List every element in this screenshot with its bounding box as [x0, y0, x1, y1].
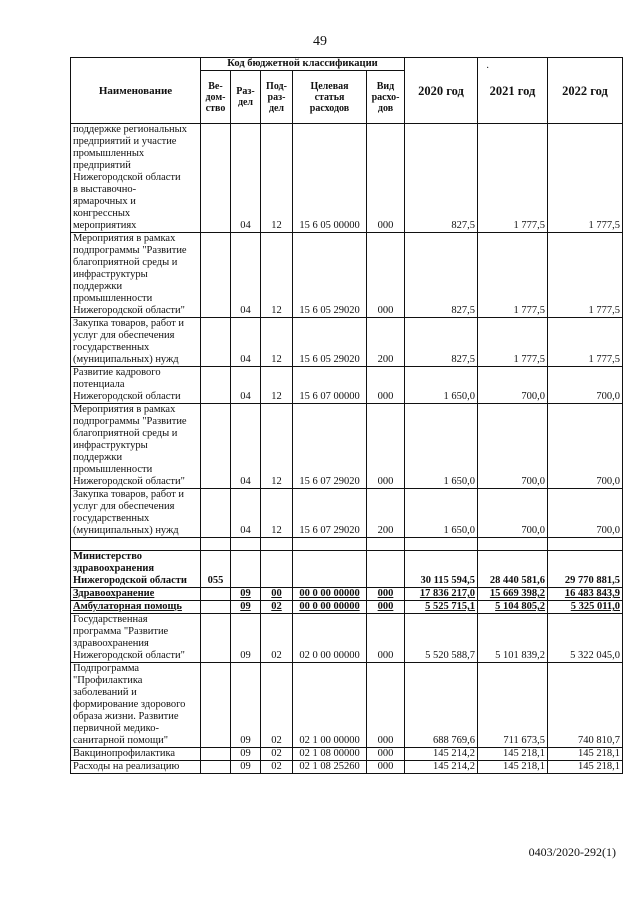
cell-prz: 12: [261, 489, 293, 538]
cell-y2021: 28 440 581,6: [478, 551, 548, 588]
cell-name: Мероприятия в рамках подпрограммы "Развитие благоприятной среды и инфраструктуры поддержки промышленности Нижегородской области": [71, 404, 201, 489]
cell-y2022: 5 322 045,0: [548, 614, 623, 663]
cell-vr: [367, 538, 405, 551]
cell-vr: 000: [367, 124, 405, 233]
table-row: [71, 318, 623, 367]
table-body: [71, 124, 623, 774]
cell-csr: 15 6 05 29020: [293, 318, 367, 367]
document-code: 0403/2020-292(1): [528, 845, 616, 859]
cell-prz: 12: [261, 124, 293, 233]
cell-csr: 15 6 05 29020: [293, 233, 367, 318]
table-row: [71, 404, 623, 489]
table-row: [71, 538, 623, 551]
cell-ved: [201, 614, 231, 663]
cell-vr: 200: [367, 489, 405, 538]
table-row: [71, 614, 623, 663]
cell-ved: [201, 233, 231, 318]
cell-y2021: 145 218,1: [478, 761, 548, 774]
cell-prz: 02: [261, 614, 293, 663]
cell-vr: 000: [367, 367, 405, 404]
cell-y2020: 145 214,2: [405, 748, 478, 761]
table-row: [71, 233, 623, 318]
cell-prz: 12: [261, 404, 293, 489]
header-ved: Ве- дом- ство: [201, 71, 231, 124]
cell-prz: 12: [261, 367, 293, 404]
cell-y2020: 5 520 588,7: [405, 614, 478, 663]
cell-csr: 15 6 07 29020: [293, 404, 367, 489]
cell-prz: 02: [261, 761, 293, 774]
cell-y2022: 16 483 843,9: [548, 588, 623, 601]
table-row: [71, 588, 623, 601]
cell-rz: 09: [231, 614, 261, 663]
cell-y2022: 5 325 011,0: [548, 601, 623, 614]
cell-vr: 200: [367, 318, 405, 367]
cell-name: Закупка товаров, работ и услуг для обеспечения государственных (муниципальных) нужд: [71, 489, 201, 538]
cell-y2021: 1 777,5: [478, 124, 548, 233]
table-row: [71, 663, 623, 748]
cell-y2021: 1 777,5: [478, 233, 548, 318]
cell-y2020: 827,5: [405, 318, 478, 367]
cell-y2022: 1 777,5: [548, 318, 623, 367]
cell-ved: [201, 489, 231, 538]
cell-prz: 02: [261, 748, 293, 761]
cell-csr: 15 6 07 00000: [293, 367, 367, 404]
cell-y2022: 700,0: [548, 489, 623, 538]
cell-y2022: 740 810,7: [548, 663, 623, 748]
cell-y2020: 1 650,0: [405, 367, 478, 404]
cell-y2022: 145 218,1: [548, 748, 623, 761]
cell-y2021: 700,0: [478, 404, 548, 489]
cell-vr: 000: [367, 614, 405, 663]
cell-y2020: 1 650,0: [405, 489, 478, 538]
cell-csr: 00 0 00 00000: [293, 601, 367, 614]
cell-vr: 000: [367, 761, 405, 774]
cell-rz: 04: [231, 489, 261, 538]
cell-y2020: 30 115 594,5: [405, 551, 478, 588]
cell-name: Расходы на реализацию: [71, 761, 201, 774]
header-classification-group: Код бюджетной классификации: [201, 58, 405, 71]
cell-y2020: 1 650,0: [405, 404, 478, 489]
cell-name: поддержке региональных предприятий и участие промышленных предприятий Нижегородской области в выставочно- ярмарочных и конгрессных мероприятиях: [71, 124, 201, 233]
cell-ved: [201, 663, 231, 748]
cell-prz: 02: [261, 663, 293, 748]
cell-vr: 000: [367, 404, 405, 489]
header-vr: Вид расхо- дов: [367, 71, 405, 124]
cell-name: Министерство здравоохранения Нижегородской области: [71, 551, 201, 588]
cell-ved: [201, 748, 231, 761]
header-2021: 2021 год: [478, 58, 548, 124]
cell-y2021: 711 673,5: [478, 663, 548, 748]
page-number: 49: [313, 34, 327, 49]
cell-name: Вакцинопрофилактика: [71, 748, 201, 761]
cell-ved: [201, 367, 231, 404]
cell-rz: 09: [231, 748, 261, 761]
cell-y2021: 700,0: [478, 367, 548, 404]
cell-ved: 055: [201, 551, 231, 588]
cell-vr: [367, 551, 405, 588]
budget-table: [70, 57, 623, 774]
cell-ved: [201, 124, 231, 233]
table-row: [71, 124, 623, 233]
cell-rz: 09: [231, 601, 261, 614]
cell-csr: 02 0 00 00000: [293, 614, 367, 663]
table-row: [71, 601, 623, 614]
cell-vr: 000: [367, 601, 405, 614]
cell-rz: 04: [231, 233, 261, 318]
cell-prz: 12: [261, 318, 293, 367]
cell-vr: 000: [367, 233, 405, 318]
cell-y2021: 1 777,5: [478, 318, 548, 367]
cell-prz: [261, 538, 293, 551]
cell-y2020: [405, 538, 478, 551]
cell-name: Развитие кадрового потенциала Нижегородской области: [71, 367, 201, 404]
header-csr: Целевая статья расходов: [293, 71, 367, 124]
cell-name: Амбулаторная помощь: [71, 601, 201, 614]
cell-name: Государственная программа "Развитие здравоохранения Нижегородской области": [71, 614, 201, 663]
header-name: Наименование: [71, 58, 201, 124]
cell-csr: 15 6 07 29020: [293, 489, 367, 538]
cell-y2022: 700,0: [548, 367, 623, 404]
cell-name: Мероприятия в рамках подпрограммы "Развитие благоприятной среды и инфраструктуры поддержки промышленности Нижегородской области": [71, 233, 201, 318]
cell-csr: 15 6 05 00000: [293, 124, 367, 233]
cell-prz: 02: [261, 601, 293, 614]
header-razdel: Раз- дел: [231, 71, 261, 124]
cell-csr: 02 1 00 00000: [293, 663, 367, 748]
cell-ved: [201, 538, 231, 551]
cell-prz: [261, 551, 293, 588]
cell-y2022: 1 777,5: [548, 124, 623, 233]
cell-csr: 02 1 08 00000: [293, 748, 367, 761]
cell-rz: [231, 538, 261, 551]
cell-rz: 04: [231, 404, 261, 489]
cell-name: Здравоохранение: [71, 588, 201, 601]
table-row: [71, 551, 623, 588]
cell-y2020: 688 769,6: [405, 663, 478, 748]
stray-mark: ·: [486, 63, 490, 74]
cell-rz: 04: [231, 318, 261, 367]
cell-y2020: 145 214,2: [405, 761, 478, 774]
cell-csr: 02 1 08 25260: [293, 761, 367, 774]
cell-y2022: [548, 538, 623, 551]
cell-y2022: 700,0: [548, 404, 623, 489]
table-row: [71, 748, 623, 761]
table-row: [71, 761, 623, 774]
cell-vr: 000: [367, 748, 405, 761]
cell-rz: 04: [231, 124, 261, 233]
cell-name: Закупка товаров, работ и услуг для обеспечения государственных (муниципальных) нужд: [71, 318, 201, 367]
cell-rz: 09: [231, 663, 261, 748]
cell-y2020: 827,5: [405, 233, 478, 318]
cell-csr: [293, 538, 367, 551]
cell-rz: 04: [231, 367, 261, 404]
header-2022: 2022 год: [548, 58, 623, 124]
cell-y2021: 145 218,1: [478, 748, 548, 761]
cell-y2021: 5 101 839,2: [478, 614, 548, 663]
cell-ved: [201, 318, 231, 367]
cell-y2020: 827,5: [405, 124, 478, 233]
cell-y2020: 5 525 715,1: [405, 601, 478, 614]
cell-rz: 09: [231, 588, 261, 601]
cell-ved: [201, 761, 231, 774]
cell-csr: 00 0 00 00000: [293, 588, 367, 601]
cell-rz: [231, 551, 261, 588]
cell-y2022: 29 770 881,5: [548, 551, 623, 588]
cell-y2021: 15 669 398,2: [478, 588, 548, 601]
cell-y2021: 700,0: [478, 489, 548, 538]
cell-y2022: 1 777,5: [548, 233, 623, 318]
cell-y2021: [478, 538, 548, 551]
cell-vr: 000: [367, 663, 405, 748]
cell-name: Подпрограмма "Профилактика заболеваний и формирование здорового образа жизни. Развитие первичной медико- санитарной помощи": [71, 663, 201, 748]
table-row: [71, 367, 623, 404]
cell-y2021: 5 104 805,2: [478, 601, 548, 614]
cell-rz: 09: [231, 761, 261, 774]
header-podrazdel: Под- раз- дел: [261, 71, 293, 124]
cell-y2020: 17 836 217,0: [405, 588, 478, 601]
cell-vr: 000: [367, 588, 405, 601]
cell-prz: 12: [261, 233, 293, 318]
cell-name: [71, 538, 201, 551]
header-2020: 2020 год: [405, 58, 478, 124]
cell-y2022: 145 218,1: [548, 761, 623, 774]
cell-ved: [201, 404, 231, 489]
cell-prz: 00: [261, 588, 293, 601]
table-row: [71, 489, 623, 538]
cell-csr: [293, 551, 367, 588]
cell-ved: [201, 601, 231, 614]
cell-ved: [201, 588, 231, 601]
